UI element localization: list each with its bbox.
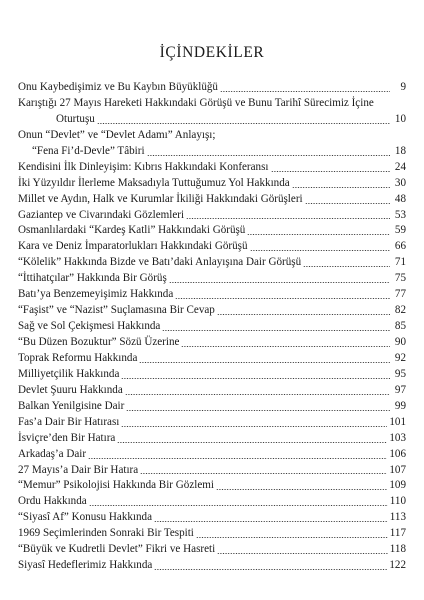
toc-entry-title: Osmanlılardaki “Kardeş Katli” Hakkındaki Görüşü xyxy=(18,224,246,237)
toc-entry-page: 106 xyxy=(389,447,406,460)
toc-entry-page: 117 xyxy=(389,527,406,540)
dot-leader xyxy=(162,328,390,332)
toc-entry-page: 101 xyxy=(389,415,406,428)
toc-entry-title: Toprak Reformu Hakkında xyxy=(18,351,138,364)
toc-entry-page: 66 xyxy=(394,240,406,253)
toc-entry xyxy=(18,303,406,319)
dot-leader xyxy=(88,456,387,460)
dot-leader xyxy=(121,376,390,380)
toc-entry xyxy=(18,558,406,574)
dot-leader xyxy=(169,280,390,284)
toc-entry xyxy=(18,239,406,255)
toc-entry xyxy=(18,526,406,542)
dot-leader xyxy=(175,296,390,300)
dot-leader xyxy=(220,89,390,93)
toc-entry xyxy=(18,431,406,447)
toc-entry xyxy=(18,478,406,494)
toc-entry-page: 71 xyxy=(394,256,406,269)
toc-entry xyxy=(18,367,406,383)
toc-entry-title: 27 Mayıs’a Dair Bir Hatıra xyxy=(18,463,139,476)
toc-entry-title: “Siyasî Af” Konusu Hakkında xyxy=(18,511,153,524)
dot-leader xyxy=(292,185,390,189)
toc-entry xyxy=(18,192,406,208)
toc-entry-title: Kara ve Deniz İmparatorlukları Hakkındaki Görüşü xyxy=(18,240,248,253)
toc-entry-page: 90 xyxy=(394,336,406,348)
toc-entry-title: Batı’ya Benzemeyişimiz Hakkında xyxy=(18,288,174,301)
toc-entry-title: Sağ ve Sol Çekişmesi Hakkında xyxy=(18,320,161,333)
toc-entry-title: İki Yüzyıldır İlerleme Maksadıyla Tuttuğumuz Yol Hakkında xyxy=(18,176,290,189)
toc-entry xyxy=(18,287,406,303)
toc-entry-page: 113 xyxy=(389,511,406,524)
toc-entry-title: Balkan Yenilgisine Dair xyxy=(18,399,125,412)
toc-entry-title: Millet ve Aydın, Halk ve Kurumlar İkiliği Hakkındaki Görüşleri xyxy=(18,192,303,205)
toc-entry xyxy=(18,494,406,510)
toc-entry xyxy=(18,542,406,558)
dot-leader xyxy=(247,232,390,236)
dot-leader xyxy=(271,169,391,173)
dot-leader xyxy=(89,503,388,507)
dot-leader xyxy=(147,153,390,157)
toc-entry-title: “Büyük ve Kudretli Devlet” Fikri ve Hasreti xyxy=(18,543,216,556)
toc-entry-title-continued: Oturtuşu xyxy=(56,112,95,125)
dot-leader xyxy=(125,392,390,396)
toc-entry-page: 118 xyxy=(389,543,406,556)
toc-entry-title: 1969 Seçimlerinden Sonraki Bir Tespiti xyxy=(18,527,194,540)
dot-leader xyxy=(216,487,387,491)
dot-leader xyxy=(181,344,390,348)
toc-entry xyxy=(18,80,406,96)
toc-entry-title: Onu Kaybedişimiz ve Bu Kaybın Büyüklüğü xyxy=(18,81,218,93)
toc-entry xyxy=(18,351,406,367)
toc-entry xyxy=(18,510,406,526)
toc-entry-title: “İttihatçılar” Hakkında Bir Görüş xyxy=(18,272,167,285)
toc-entry-page: 77 xyxy=(394,288,406,301)
dot-leader xyxy=(196,535,388,539)
toc-entry-page: 18 xyxy=(394,144,406,157)
dot-leader xyxy=(250,248,391,252)
toc-entry-page: 53 xyxy=(394,208,406,221)
toc-entry xyxy=(18,415,406,431)
toc-entry-title-continued: “Fena Fi’d-Devle” Tâbiri xyxy=(32,144,145,157)
toc-entry xyxy=(18,463,406,479)
dot-leader xyxy=(117,440,387,444)
toc-entry-title: İsviçre’den Bir Hatıra xyxy=(18,431,116,444)
toc-entry xyxy=(18,335,406,351)
dot-leader xyxy=(126,408,390,412)
toc-entry-page: 107 xyxy=(389,463,406,476)
toc-entry-title: Kendisini İlk Dinleyişim: Kıbrıs Hakkındaki Konferansı xyxy=(18,160,269,173)
toc-entry xyxy=(18,160,406,176)
toc-entry-title: “Bu Düzen Bozuktur” Sözü Üzerine xyxy=(18,336,180,348)
dot-leader xyxy=(97,121,390,125)
toc-entry xyxy=(18,319,406,335)
toc-entry-page: 10 xyxy=(394,112,406,125)
dot-leader xyxy=(139,360,390,364)
dot-leader xyxy=(140,471,387,475)
toc-entry-page: 99 xyxy=(394,399,406,412)
toc-entry-page: 95 xyxy=(394,367,406,380)
toc-entry-page: 103 xyxy=(389,431,406,444)
toc-entry-page: 122 xyxy=(389,559,406,572)
dot-leader xyxy=(186,216,390,220)
toc-entry-page: 97 xyxy=(394,383,406,396)
toc-entry-title: Gaziantep ve Civarındaki Gözlemleri xyxy=(18,208,185,221)
toc-entry-page: 82 xyxy=(394,304,406,317)
toc-entry xyxy=(18,223,406,239)
dot-leader xyxy=(217,312,390,316)
toc-entry-title: Arkadaş’a Dair xyxy=(18,447,87,460)
toc-entry-title: “Memur” Psikolojisi Hakkında Bir Gözlemi xyxy=(18,479,214,492)
dot-leader xyxy=(303,264,390,268)
toc-entry-page: 30 xyxy=(394,176,406,189)
dot-leader xyxy=(154,519,388,523)
toc-entry xyxy=(18,255,406,271)
toc-entry-page: 48 xyxy=(394,192,406,205)
toc-entry xyxy=(18,96,406,128)
dot-leader xyxy=(154,567,387,571)
toc-entry-title: Karıştığı 27 Mayıs Hareketi Hakkındaki Görüşü ve Bunu Tarihî Sürecimiz İçine xyxy=(18,96,374,109)
dot-leader xyxy=(305,201,390,205)
toc-entry xyxy=(18,271,406,287)
page-title: İÇİNDEKİLER xyxy=(159,44,265,61)
toc-entry-title: Siyasî Hedeflerimiz Hakkında xyxy=(18,559,153,572)
toc-entry xyxy=(18,128,406,160)
toc-entry-title: Fas’a Dair Bir Hatırası xyxy=(18,415,120,428)
toc-entry-page: 24 xyxy=(394,160,406,173)
toc-entry xyxy=(18,208,406,224)
toc-entry-page: 59 xyxy=(394,224,406,237)
toc-entry-page: 9 xyxy=(400,81,406,93)
toc-entry xyxy=(18,176,406,192)
toc-entry xyxy=(18,447,406,463)
toc-entry-page: 85 xyxy=(394,320,406,333)
dot-leader xyxy=(121,424,387,428)
toc-entry-page: 110 xyxy=(389,495,406,508)
toc-entry-title: Ordu Hakkında xyxy=(18,495,87,508)
toc-entry-title: Devlet Şuuru Hakkında xyxy=(18,383,123,396)
toc-entry xyxy=(18,399,406,415)
toc-entry-title: “Kölelik” Hakkında Bizde ve Batı’daki Anlayışına Dair Görüşü xyxy=(18,256,302,269)
toc-entry xyxy=(18,383,406,399)
toc-entry-title: Milliyetçilik Hakkında xyxy=(18,367,120,380)
toc-entry-title: “Faşist” ve “Nazist” Suçlamasına Bir Cevap xyxy=(18,304,215,317)
toc-list xyxy=(18,80,406,574)
toc-entry-page: 75 xyxy=(394,272,406,285)
toc-entry-page: 92 xyxy=(394,351,406,364)
toc-entry-page: 109 xyxy=(389,479,406,492)
dot-leader xyxy=(217,551,388,555)
toc-entry-title: Onun “Devlet” ve “Devlet Adamı” Anlayışı; xyxy=(18,128,216,141)
